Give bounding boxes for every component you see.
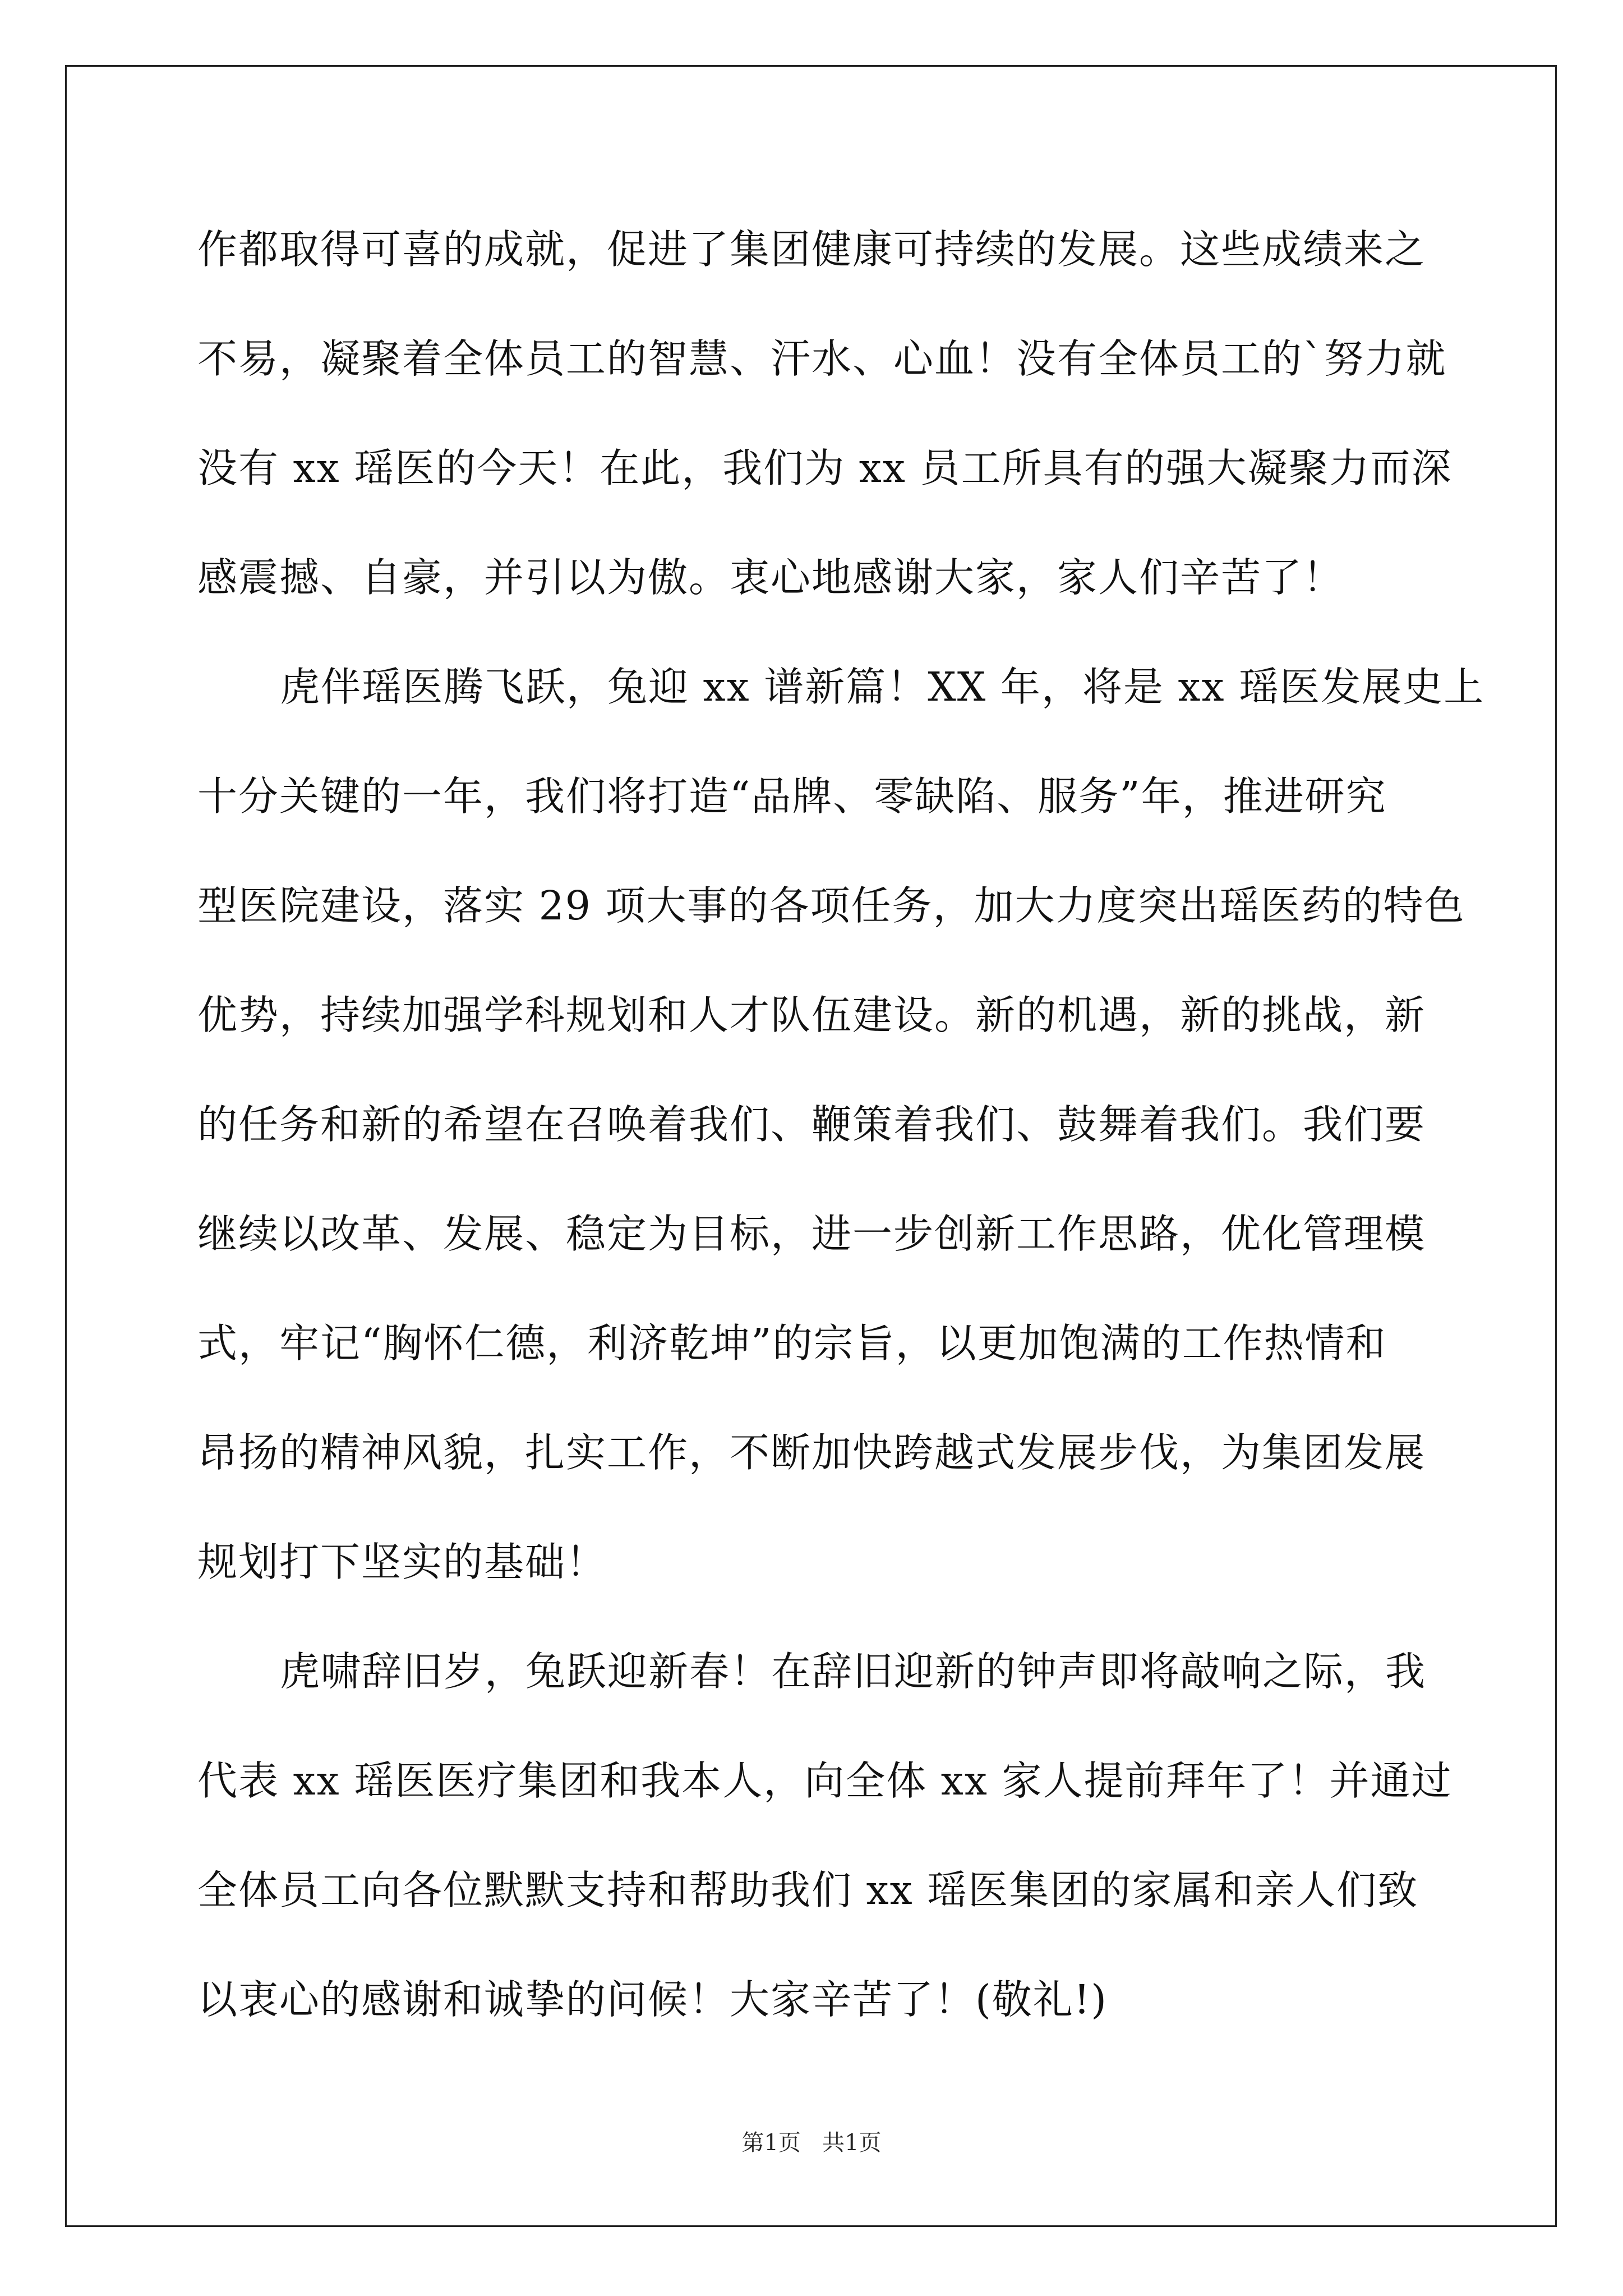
document-body <box>197 208 1485 2067</box>
text-line: 没有 xx 瑶医的今天！在此，我们为 xx 员工所具有的强大凝聚力而深 <box>197 445 1453 491</box>
page-number-footer: 第1页 共1页 <box>741 2130 882 2156</box>
text-line: 不易，凝聚着全体员工的智慧、汗水、心血！没有全体员工的`努力就 <box>197 335 1447 382</box>
text-line: 昂扬的精神风貌，扎实工作，不断加快跨越式发展步伐，为集团发展 <box>197 1429 1426 1476</box>
paragraph-first-line: 虎啸辞旧岁，兔跃迎新春！在辞旧迎新的钟声即将敲响之际，我 <box>280 1648 1427 1695</box>
text-line: 继续以改革、发展、稳定为目标，进一步创新工作思路，优化管理模 <box>197 1211 1426 1257</box>
text-line: 代表 xx 瑶医医疗集团和我本人，向全体 xx 家人提前拜年了！并通过 <box>197 1757 1453 1804</box>
text-line: 全体员工向各位默默支持和帮助我们 xx 瑶医集团的家属和亲人们致 <box>197 1867 1419 1913</box>
text-line: 优势，持续加强学科规划和人才队伍建设。新的机遇，新的挑战，新 <box>197 992 1426 1038</box>
text-line: 十分关键的一年，我们将打造“品牌、零缺陷、服务”年，推进研究 <box>197 773 1387 820</box>
text-line: 感震撼、自豪，并引以为傲。衷心地感谢大家，家人们辛苦了！ <box>197 554 1344 601</box>
text-line: 作都取得可喜的成就，促进了集团健康可持续的发展。这些成绩来之 <box>197 226 1426 273</box>
text-line: 规划打下坚实的基础！ <box>197 1539 607 1585</box>
paragraph-first-line: 虎伴瑶医腾飞跃，兔迎 xx 谱新篇！XX 年，将是 xx 瑶医发展史上 <box>280 664 1485 710</box>
text-line: 式，牢记“胸怀仁德，利济乾坤”的宗旨，以更加饱满的工作热情和 <box>197 1320 1387 1366</box>
text-line: 以衷心的感谢和诚挚的问候！大家辛苦了！(敬礼!) <box>197 1976 1108 2023</box>
text-line: 的任务和新的希望在召唤着我们、鞭策着我们、鼓舞着我们。我们要 <box>197 1101 1426 1148</box>
text-line: 型医院建设，落实 29 项大事的各项任务，加大力度突出瑶医药的特色 <box>197 882 1465 929</box>
